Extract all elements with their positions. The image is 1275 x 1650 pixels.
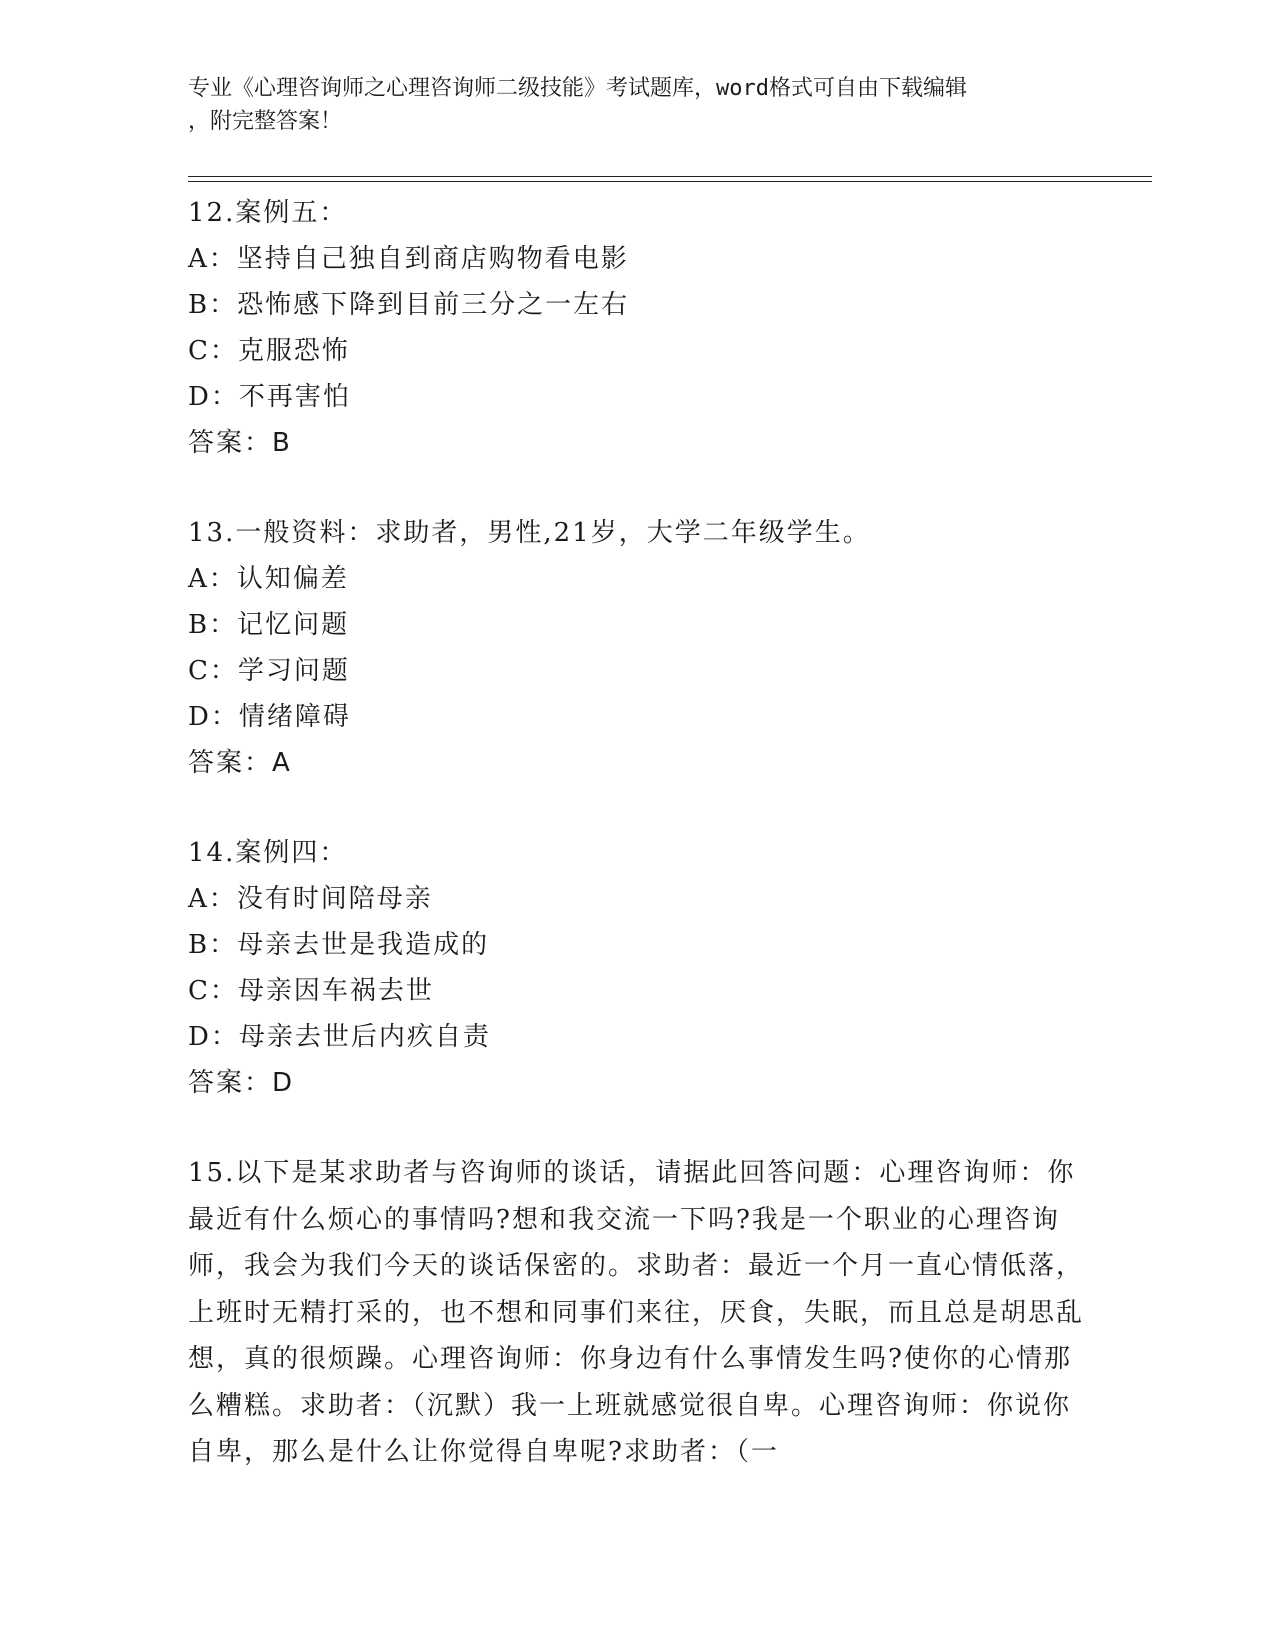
option-d: D：情绪障碍 <box>188 702 351 732</box>
header-divider-top <box>188 176 1152 177</box>
option-b: B：恐怖感下降到目前三分之一左右 <box>188 290 630 320</box>
header-line-2: ，附完整答案！ <box>188 109 343 134</box>
question-stem-paragraph: 15.以下是某求助者与咨询师的谈话，请据此回答问题：心理咨询师：你最近有什么烦心的事情吗?想和我交流一下吗?我是一个职业的心理咨询师，我会为我们今天的谈话保密的。求助者：最近一个月一直心情低落，上班时无精打采的，也不想和同事们来往，厌食，失眠，而且总是胡思乱想，真的很烦躁。心理咨询师：你身边有什么事情发生吗?使你的心情那么糟糕。求助者：（沉默）我一上班就感觉很自卑。心理咨询师：你说你自卑，那么是什么让你觉得自卑呢?求助者：（一 <box>188 1158 1085 1467</box>
option-c: C：母亲因车祸去世 <box>188 976 434 1006</box>
answer-line: 答案：D <box>188 1068 295 1098</box>
question-12 <box>188 190 1088 466</box>
option-a: A：没有时间陪母亲 <box>188 884 433 914</box>
question-stem: 14.案例四： <box>188 838 348 868</box>
question-list <box>188 190 1088 1520</box>
header-divider-bottom <box>188 181 1152 182</box>
option-a: A：坚持自己独自到商店购物看电影 <box>188 244 629 274</box>
option-c: C：学习问题 <box>188 656 350 686</box>
answer-line: 答案：A <box>188 748 292 778</box>
option-d: D：母亲去世后内疚自责 <box>188 1022 491 1052</box>
document-header <box>188 72 1088 138</box>
question-13 <box>188 510 1088 786</box>
question-15 <box>188 1150 1088 1476</box>
question-stem: 13.一般资料：求助者，男性,21岁，大学二年级学生。 <box>188 518 871 548</box>
option-c: C：克服恐怖 <box>188 336 350 366</box>
option-b: B：记忆问题 <box>188 610 350 640</box>
header-line-1: 专业《心理咨询师之心理咨询师二级技能》考试题库，word格式可自由下载编辑 <box>188 76 967 101</box>
option-d: D：不再害怕 <box>188 382 351 412</box>
option-b: B：母亲去世是我造成的 <box>188 930 490 960</box>
answer-line: 答案：B <box>188 428 292 458</box>
question-14 <box>188 830 1088 1106</box>
option-a: A：认知偏差 <box>188 564 349 594</box>
question-stem: 12.案例五： <box>188 198 348 228</box>
